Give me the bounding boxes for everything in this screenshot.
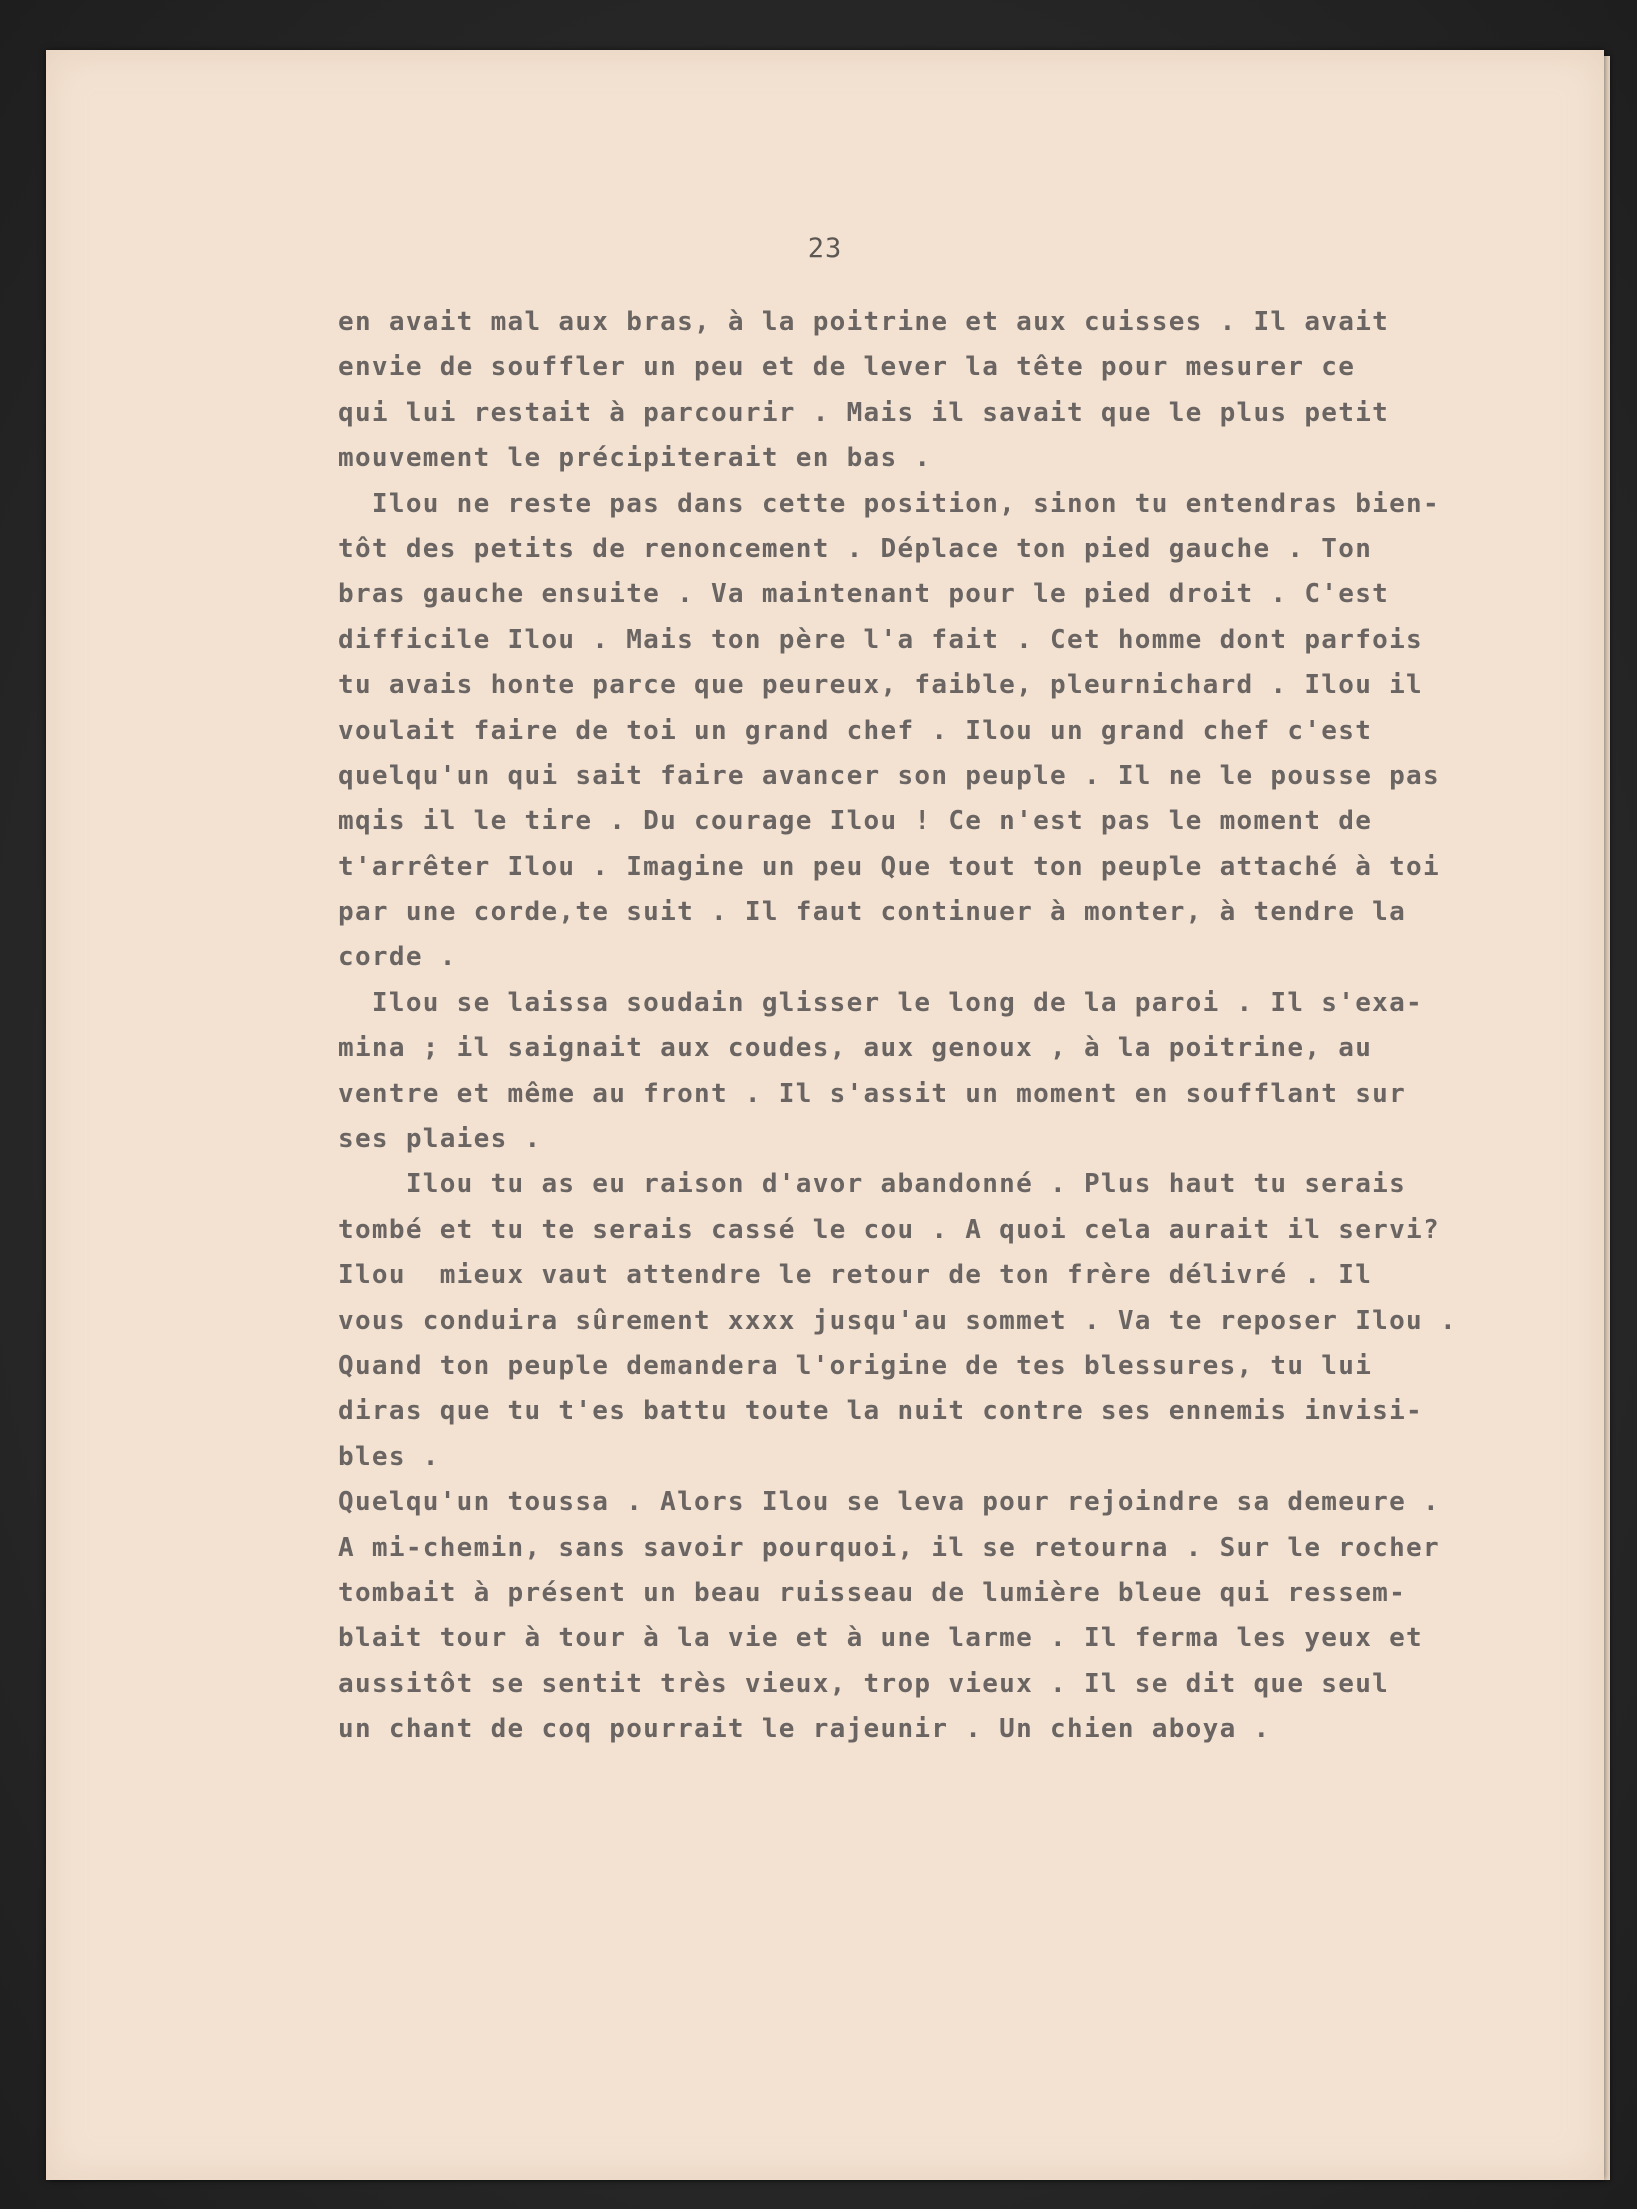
text-line: Ilou se laissa soudain glisser le long de la paroi . Il s'exa-	[338, 987, 1424, 1018]
text-line: par une corde,te suit . Il faut continuer à monter, à tendre la	[338, 897, 1407, 928]
text-line: bles .	[338, 1441, 440, 1472]
text-line: bras gauche ensuite . Va maintenant pour le pied droit . C'est	[338, 579, 1390, 610]
text-line: ventre et même au front . Il s'assit un moment en soufflant sur	[338, 1078, 1407, 1109]
text-line: tôt des petits de renoncement . Déplace ton pied gauche . Ton	[338, 533, 1373, 564]
text-line: tu avais honte parce que peureux, faible, pleurnichard . Ilou il	[338, 670, 1424, 701]
text-line: corde .	[338, 942, 457, 973]
text-line: mina ; il saignait aux coudes, aux genoux , à la poitrine, au	[338, 1033, 1373, 1064]
text-line: en avait mal aux bras, à la poitrine et aux cuisses . Il avait	[338, 307, 1390, 337]
text-line: mqis il le tire . Du courage Ilou ! Ce n'est pas le moment de	[338, 806, 1373, 837]
text-line: blait tour à tour à la vie et à une larme . Il ferma les yeux et	[338, 1623, 1424, 1654]
text-line: t'arrêter Ilou . Imagine un peu Que tout ton peuple attaché à toi	[338, 851, 1440, 882]
text-line: Quand ton peuple demandera l'origine de tes blessures, tu lui	[338, 1350, 1373, 1381]
text-line: un chant de coq pourrait le rajeunir . Un chien aboya .	[338, 1714, 1271, 1745]
body-text	[338, 300, 1604, 1753]
text-line: voulait faire de toi un grand chef . Ilou un grand chef c'est	[338, 715, 1373, 746]
page-number: 23	[807, 233, 843, 264]
text-line: Ilou mieux vaut attendre le retour de ton frère délivré . Il	[338, 1260, 1373, 1291]
text-line: difficile Ilou . Mais ton père l'a fait . Cet homme dont parfois	[338, 624, 1424, 655]
text-line: tombé et tu te serais cassé le cou . A quoi cela aurait il servi?	[338, 1214, 1440, 1245]
text-line: aussitôt se sentit très vieux, trop vieux . Il se dit que seul	[338, 1668, 1390, 1699]
text-line: qui lui restait à parcourir . Mais il savait que le plus petit	[338, 397, 1390, 428]
text-line: envie de souffler un peu et de lever la tête pour mesurer ce	[338, 352, 1356, 383]
text-line: ses plaies .	[338, 1124, 542, 1155]
text-line: quelqu'un qui sait faire avancer son peuple . Il ne le pousse pas	[338, 760, 1440, 791]
text-line: diras que tu t'es battu toute la nuit contre ses ennemis invisi-	[338, 1396, 1424, 1427]
text-line: tombait à présent un beau ruisseau de lumière bleue qui ressem-	[338, 1577, 1407, 1608]
text-line: A mi-chemin, sans savoir pourquoi, il se retourna . Sur le rocher	[338, 1532, 1440, 1563]
text-line: Quelqu'un toussa . Alors Ilou se leva pour rejoindre sa demeure .	[338, 1487, 1440, 1518]
text-line: vous conduira sûrement xxxx jusqu'au sommet . Va te reposer Ilou .	[338, 1305, 1457, 1336]
text-line: Ilou tu as eu raison d'avor abandonné . Plus haut tu serais	[338, 1169, 1407, 1200]
text-line: mouvement le précipiterait en bas .	[338, 443, 932, 474]
typewritten-page	[46, 50, 1604, 2180]
text-line: Ilou ne reste pas dans cette position, sinon tu entendras bien-	[338, 488, 1440, 519]
